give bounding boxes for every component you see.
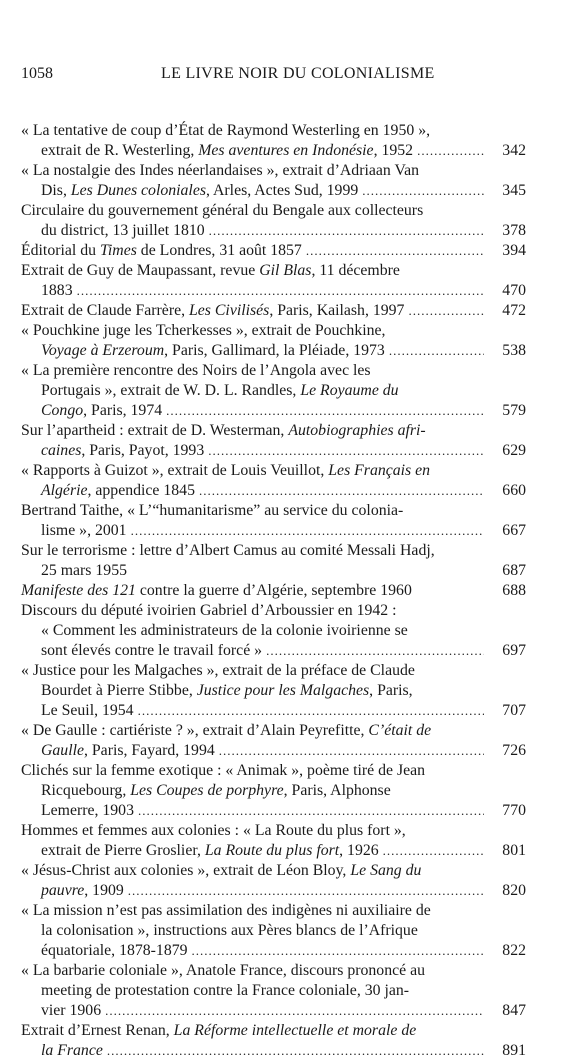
toc-entry [21, 821, 526, 861]
entry-text: Le Seuil, 1954 [41, 702, 134, 719]
entry-text-part: Extrait de Guy de Maupassant, revue [21, 262, 260, 279]
entry-text-part: , Paris, Gallimard, la Pléiade, 1973 [164, 342, 385, 359]
toc-entry [21, 321, 526, 361]
entry-title: Le Royaume du [300, 382, 399, 399]
entry-text [41, 681, 413, 701]
toc-entry [21, 721, 526, 761]
entry-text [21, 241, 302, 261]
leader-dots [219, 741, 484, 761]
entry-text [21, 261, 400, 281]
entry-text-part: de Londres, 31 août 1857 [136, 242, 302, 259]
entry-page-number: 891 [502, 1042, 526, 1059]
toc-entry [21, 361, 526, 421]
entry-page-number: 472 [502, 302, 526, 319]
entry-text: Sur le terrorisme : lettre d’Albert Camus au comité Messali Hadj, [21, 542, 435, 559]
entry-text-part: , Paris, Kailash, 1997 [269, 302, 405, 319]
leader-dots [192, 941, 484, 961]
toc-entry [21, 961, 526, 1021]
entry-text [21, 861, 421, 881]
entry-text: sont élevés contre le travail forcé » [41, 642, 263, 659]
entry-text: Hommes et femmes aux colonies : « La Route du plus fort », [21, 822, 406, 839]
page-number: 1058 [21, 65, 53, 82]
entry-text [21, 301, 404, 321]
toc-entry [21, 241, 526, 261]
entry-text-part: , appendice 1845 [87, 482, 195, 499]
entry-page-number: 707 [502, 702, 526, 719]
entry-text-part: , Paris, Alphonse [283, 782, 391, 799]
entry-text-part: , Arles, Actes Sud, 1999 [205, 182, 359, 199]
entry-text: « La première rencontre des Noirs de l’Angola avec les [21, 362, 371, 379]
entry-title: Les Dunes coloniales [70, 182, 206, 199]
toc-entry [21, 461, 526, 501]
entry-title: Autobiographies afri- [288, 422, 426, 439]
entry-text [21, 461, 430, 481]
entry-title: Les Civilisés [189, 302, 270, 319]
entry-text [41, 881, 124, 901]
leader-dots [107, 1041, 484, 1061]
entry-text [41, 781, 391, 801]
entry-page-number: 538 [502, 342, 526, 359]
leader-dots [105, 1001, 484, 1021]
toc-entry [21, 301, 526, 321]
table-of-contents [21, 121, 526, 1061]
entry-page-number: 342 [502, 142, 526, 159]
entry-text-part: Extrait d’Ernest Renan, [21, 1022, 174, 1039]
entry-title: Mes aventures en Indonésie [198, 142, 374, 159]
entry-text-part: , Paris, Fayard, 1994 [84, 742, 215, 759]
entry-text: vier 1906 [41, 1002, 102, 1019]
leader-dots [138, 801, 484, 821]
entry-text-part: , 1952 [373, 142, 414, 159]
entry-title: Algérie [41, 482, 88, 499]
leader-dots [209, 221, 484, 241]
entry-text: Lemerre, 1903 [41, 802, 134, 819]
leader-dots [199, 481, 484, 501]
entry-text: « La barbarie coloniale », Anatole France, discours prononcé au [21, 962, 425, 979]
entry-text [41, 141, 413, 161]
entry-page-number: 470 [502, 282, 526, 299]
leader-dots [389, 341, 484, 361]
entry-text: 1883 [41, 282, 73, 299]
entry-page-number: 726 [502, 742, 526, 759]
entry-text: lisme », 2001 [41, 522, 127, 539]
entry-text-part: contre la guerre d’Algérie, septembre 1960 [135, 582, 412, 599]
toc-entry [21, 661, 526, 721]
entry-text [41, 181, 358, 201]
entry-text-part: extrait de R. Westerling, [41, 142, 199, 159]
entry-page-number: 801 [502, 842, 526, 859]
entry-text-part: , 1926 [339, 842, 379, 859]
entry-text [41, 841, 379, 861]
entry-text-part: Dis, [41, 182, 71, 199]
leader-dots [266, 641, 484, 661]
entry-text-part: , Paris, 1974 [83, 402, 163, 419]
toc-entry [21, 761, 526, 821]
entry-text: « Comment les administrateurs de la colonie ivoirienne se [41, 622, 408, 639]
leader-dots [128, 881, 484, 901]
leader-dots [383, 841, 484, 861]
entry-text [41, 381, 399, 401]
entry-title: Le Sang du [350, 862, 422, 879]
entry-title: Voyage à Erzeroum [41, 342, 165, 359]
toc-entry [21, 161, 526, 201]
entry-title: caines [41, 442, 82, 459]
entry-title: La Réforme intellectuelle et morale de [173, 1022, 417, 1039]
entry-text: Bertrand Taithe, « L’“humanitarisme” au service du colonia- [21, 502, 404, 519]
toc-entry [21, 121, 526, 161]
toc-entry [21, 601, 526, 661]
entry-title: la France [41, 1042, 103, 1059]
entry-page-number: 667 [502, 522, 526, 539]
entry-text-part: Ricquebourg, [41, 782, 131, 799]
entry-text-part: Éditorial du [21, 242, 100, 259]
entry-page-number: 770 [502, 802, 526, 819]
entry-page-number: 847 [502, 1002, 526, 1019]
toc-entry [21, 421, 526, 461]
entry-text: meeting de protestation contre la France coloniale, 30 jan- [41, 982, 410, 999]
entry-text-part: Sur l’apartheid : extrait de D. Westerman, [21, 422, 289, 439]
entry-page-number: 629 [502, 442, 526, 459]
entry-text [41, 401, 162, 421]
entry-page-number: 394 [502, 242, 526, 259]
leader-dots [166, 401, 484, 421]
leader-dots [306, 241, 484, 261]
entry-text-part: , 1909 [84, 882, 124, 899]
leader-dots [362, 181, 484, 201]
toc-entry [21, 901, 526, 961]
entry-title: C’était de [368, 722, 432, 739]
entry-text-part: « De Gaulle : cartiériste ? », extrait d’Alain Peyrefitte, [21, 722, 369, 739]
entry-title: pauvre [41, 882, 85, 899]
leader-dots [408, 301, 484, 321]
running-title: LE LIVRE NOIR DU COLONIALISME [161, 65, 435, 82]
entry-text [41, 1041, 103, 1061]
entry-page-number: 822 [502, 942, 526, 959]
entry-text-part: , Paris, [369, 682, 413, 699]
entry-text: « La mission n’est pas assimilation des indigènes ni auxiliaire de [21, 902, 431, 919]
entry-text [41, 341, 385, 361]
toc-entry [21, 541, 526, 581]
entry-text-part: , Paris, Payot, 1993 [81, 442, 205, 459]
entry-title: Manifeste des 121 [21, 582, 136, 599]
entry-text: « Pouchkine juge les Tcherkesses », extrait de Pouchkine, [21, 322, 386, 339]
entry-page-number: 660 [502, 482, 526, 499]
entry-text: « La nostalgie des Indes néerlandaises », extrait d’Adriaan Van [21, 162, 420, 179]
entry-text-part: « Jésus-Christ aux colonies », extrait de Léon Bloy, [21, 862, 351, 879]
entry-title: La Route du plus fort [204, 842, 340, 859]
entry-text-part: , 11 décembre [311, 262, 400, 279]
entry-title: Gil Blas [259, 262, 312, 279]
entry-text [21, 421, 426, 441]
entry-page-number: 378 [502, 222, 526, 239]
entry-text-part: Bourdet à Pierre Stibbe, [41, 682, 197, 699]
leader-dots [131, 521, 484, 541]
toc-entry [21, 501, 526, 541]
entry-page-number: 697 [502, 642, 526, 659]
entry-text [21, 721, 431, 741]
entry-text: Clichés sur la femme exotique : « Animak », poème tiré de Jean [21, 762, 426, 779]
entry-text: du district, 13 juillet 1810 [41, 222, 205, 239]
entry-text: « Justice pour les Malgaches », extrait de la préface de Claude [21, 662, 415, 679]
toc-entry [21, 201, 526, 241]
toc-entry [21, 261, 526, 301]
entry-text: Circulaire du gouvernement général du Bengale aux collecteurs [21, 202, 424, 219]
entry-title: Times [99, 242, 137, 259]
leader-dots [417, 141, 484, 161]
entry-text: 25 mars 1955 [41, 562, 127, 579]
entry-title: Les Coupes de porphyre [130, 782, 284, 799]
leader-dots [77, 281, 484, 301]
entry-title: Congo [41, 402, 84, 419]
toc-entry [21, 1021, 526, 1061]
entry-text [21, 581, 412, 601]
leader-dots [208, 441, 484, 461]
entry-text-part: Portugais », extrait de W. D. L. Randles, [41, 382, 301, 399]
entry-text: la colonisation », instructions aux Pères blancs de l’Afrique [41, 922, 418, 939]
entry-text-part: Extrait de Claude Farrère, [21, 302, 189, 319]
entry-text [41, 481, 195, 501]
entry-text: « La tentative de coup d’État de Raymond Westerling en 1950 », [21, 122, 431, 139]
toc-entry [21, 581, 526, 601]
entry-text: Discours du député ivoirien Gabriel d’Arboussier en 1942 : [21, 602, 397, 619]
entry-title: Les Français en [328, 462, 431, 479]
entry-text-part: extrait de Pierre Groslier, [41, 842, 205, 859]
toc-entry [21, 861, 526, 901]
entry-title: Justice pour les Malgaches [196, 682, 370, 699]
entry-text [41, 741, 215, 761]
entry-page-number: 688 [502, 582, 526, 599]
entry-page-number: 579 [502, 402, 526, 419]
entry-title: Gaulle [41, 742, 84, 759]
entry-text-part: « Rapports à Guizot », extrait de Louis Veuillot, [21, 462, 329, 479]
entry-text [21, 1021, 416, 1041]
entry-page-number: 345 [502, 182, 526, 199]
entry-text: équatoriale, 1878-1879 [41, 942, 188, 959]
entry-page-number: 687 [502, 562, 526, 579]
entry-text [41, 441, 204, 461]
leader-dots [138, 701, 484, 721]
entry-page-number: 820 [502, 882, 526, 899]
